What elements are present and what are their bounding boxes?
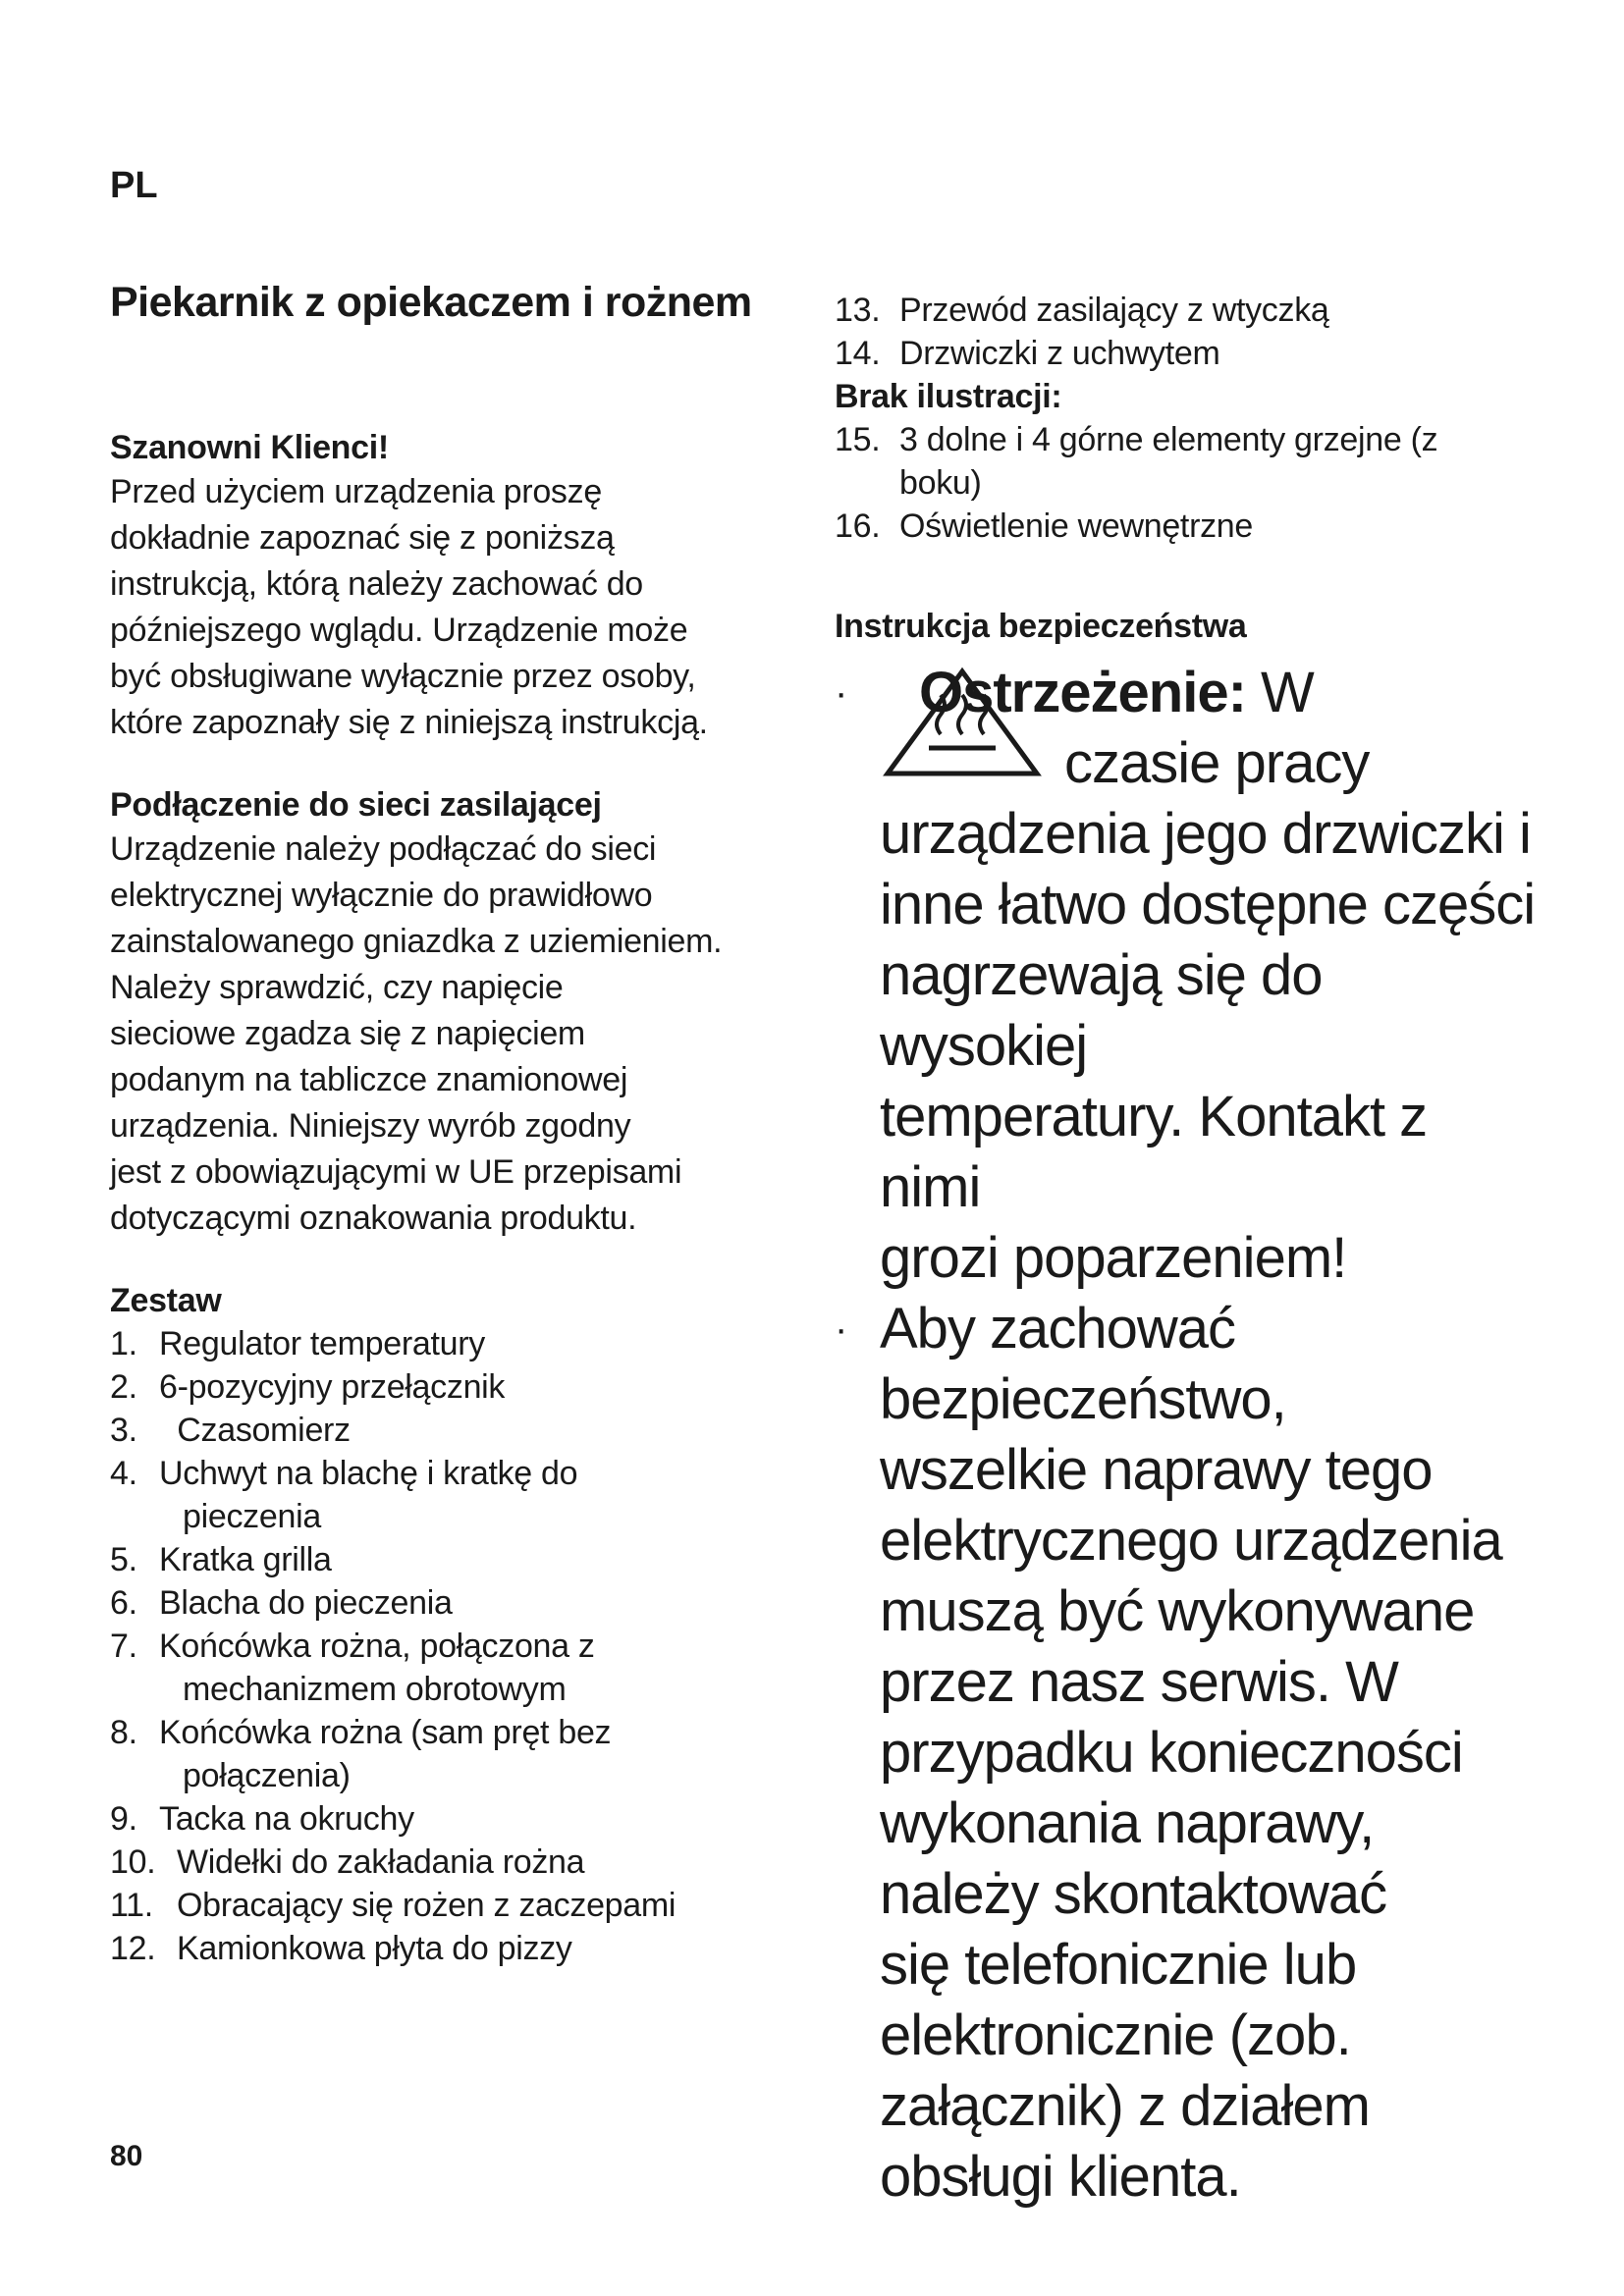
list-item: 10. Widełki do zakładania rożna (110, 1843, 585, 1881)
warning-label: Ostrzeżenie: (919, 661, 1246, 724)
set-list-continued (835, 289, 1542, 375)
list-item: 11. Obracający się rożen z zaczepami (110, 1887, 677, 1924)
list-item: 1. Regulator temperatury (110, 1325, 485, 1362)
language-code: PL (110, 165, 158, 206)
list-item: 3. Czasomierz (110, 1412, 351, 1449)
repair-notice: · Aby zachować bezpieczeństwo, wszelkie naprawy tego elektrycznego urządzenia muszą być wykonywane przez nasz serwis. W przypadku konieczności wykonania naprawy, należy skontaktować się telefonicznie lub elektronicznie (zob. załącznik) z działem obsługi klienta. (835, 1294, 1542, 2213)
list-item: 16. Oświetlenie wewnętrzne (835, 507, 1254, 545)
list-item: 7. Końcówka rożna, połączona z mechanizmem obrotowym (110, 1628, 595, 1708)
list-item: 15. 3 dolne i 4 górne elementy grzejne (z boku) (835, 421, 1438, 502)
list-item: 5. Kratka grilla (110, 1541, 332, 1578)
no-illustration-heading: Brak ilustracji: (835, 378, 1062, 415)
hot-surface-warning: · Ostrzeżenie: W czasie pracy urządzenia jego drzwiczki i inne łatwo dostępne części nagrzewają się do wysokiej temperatury. Kontakt z nimi grozi poparzeniem! (835, 658, 1542, 1294)
intro-heading: Szanowni Klienci! (110, 429, 389, 466)
power-text: Urządzenie należy podłączać do sieci elektrycznej wyłącznie do prawidłowo zainstalowanego gniazdka z uziemieniem. Należy sprawdzić, czy napięcie sieciowe zgadza się z napięciem podanym na tabliczce znamionowej urządzenia. Niniejszy wyrób zgodny jest z obowiązującymi w UE przepisami dotyczącymi oznakowania produktu. (110, 830, 723, 1237)
list-item: 8. Końcówka rożna (sam pręt bez połączenia) (110, 1714, 612, 1794)
list-item: 12. Kamionkowa płyta do pizzy (110, 1930, 572, 1967)
warning-text: urządzenia jego drzwiczki i inne łatwo dostępne części nagrzewają się do wysokiej temperatury. Kontakt z nimi grozi poparzeniem! (880, 802, 1536, 1290)
hot-surface-icon (880, 666, 1045, 779)
intro-text: Przed użyciem urządzenia proszę dokładnie zapoznać się z poniższą instrukcją, którą należy zachować do późniejszego wglądu. Urządzenie może być obsługiwane wyłącznie przez osoby, które zapoznały się z niniejszą instrukcją. (110, 473, 708, 741)
right-column (835, 289, 1542, 2213)
safety-heading: Instrukcja bezpieczeństwa (835, 608, 1247, 645)
list-item: 14. Drzwiczki z uchwytem (835, 335, 1220, 372)
list-item: 9. Tacka na okruchy (110, 1800, 414, 1838)
left-column (110, 426, 778, 1970)
set-list-extra (835, 418, 1542, 548)
set-list (110, 1322, 778, 1970)
list-item: 4. Uchwyt na blachę i kratkę do pieczenia (110, 1455, 578, 1535)
list-item: 2. 6-pozycyjny przełącznik (110, 1368, 506, 1406)
set-heading: Zestaw (110, 1282, 222, 1319)
list-item: 6. Blacha do pieczenia (110, 1584, 453, 1622)
page-title: Piekarnik z opiekaczem i rożnem (110, 279, 752, 326)
list-item: 13. Przewód zasilający z wtyczką (835, 292, 1329, 329)
repair-text: Aby zachować bezpieczeństwo, wszelkie naprawy tego elektrycznego urządzenia muszą być wykonywane przez nasz serwis. W przypadku konieczności wykonania naprawy, należy skontaktować się telefonicznie lub elektronicznie (zob. załącznik) z działem obsługi klienta. (880, 1297, 1502, 2209)
page-number: 80 (110, 2140, 143, 2172)
power-heading: Podłączenie do sieci zasilającej (110, 786, 602, 824)
